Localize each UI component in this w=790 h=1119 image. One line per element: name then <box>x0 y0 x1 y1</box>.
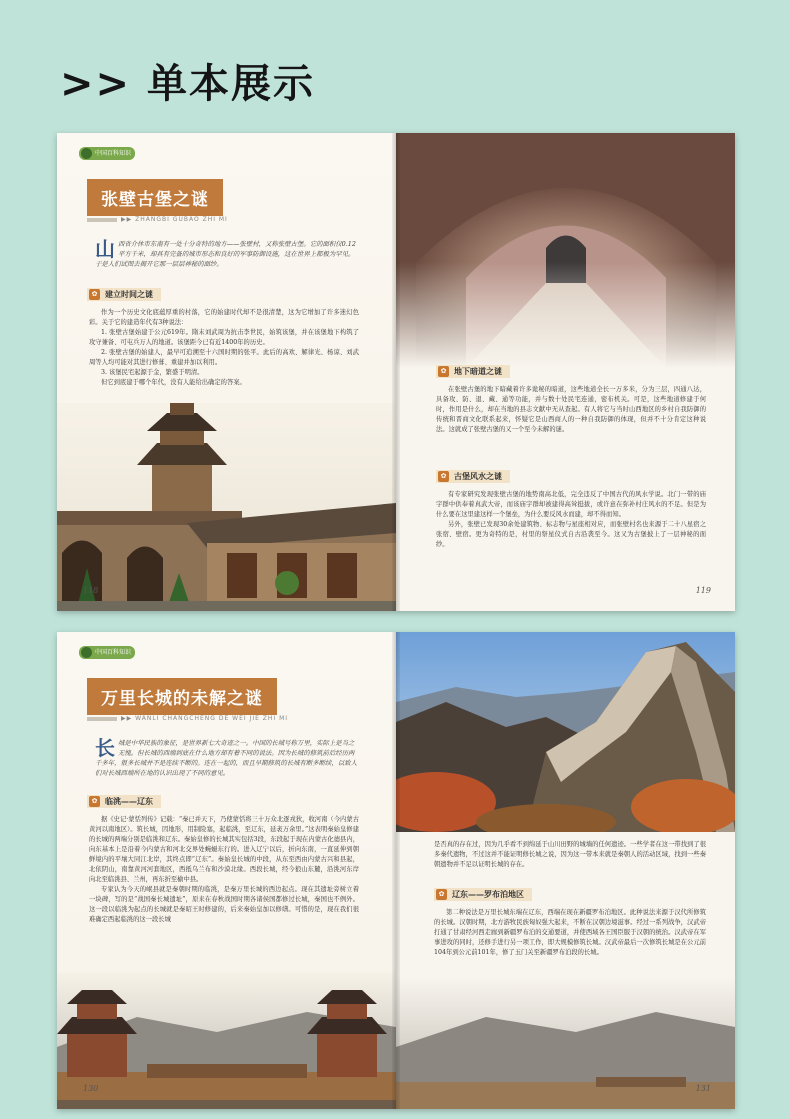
globe-icon <box>81 148 92 159</box>
page-number: 131 <box>695 1084 711 1093</box>
chapter-title: 张壁古堡之谜 <box>87 179 223 216</box>
intro-paragraph: 长城是中华民族的象征，是世界新七大奇迹之一。中国的长城号称万里，实际上是当之无愧。但长城的西端到底在什么地方却有着不同的说法。因为长城的修筑前后经历两千多年，很多长城并不是连续不断的。连在一起的，而且早期修筑的长城有断多断续，以致人们对长城西端所在地的认识出现了不同的意见。 <box>95 736 358 777</box>
intro-paragraph: 山西省介休市东南有一处十分奇特的地方——张壁村，又称张壁古堡。它的面积仅0.12平方千米，却具有完备的城市形态和良好的军事防御设施，这在世界上都极为罕见。于是人们试图去揭开它那一层层神秘的面纱。 <box>95 237 356 268</box>
book-spread-zhangbi <box>57 133 735 611</box>
page-number: 130 <box>83 1084 99 1093</box>
section-heading: ✿ 建立时间之谜 <box>87 288 161 301</box>
chapter-title: 万里长城的未解之谜 <box>87 678 277 715</box>
series-badge: 中国百科知识 <box>79 646 135 659</box>
page-118 <box>57 133 396 611</box>
flower-icon: ✿ <box>89 796 100 807</box>
flower-icon: ✿ <box>438 366 449 377</box>
fortress-photo <box>57 972 396 1109</box>
book-fold <box>392 133 400 611</box>
section-body: 第二种说法是万里长城东端在辽东，西端在现在新疆罗布泊地区。此种说法来源于汉代所修筑的长城。汉朝时期，北方游牧民族匈奴强大起来，不断在汉朝边境滋事。经过一系列战争，汉武帝打通了甘肃经河西走廊到新疆罗布泊的交通要道，并使西域各王国臣服于汉朝的统治。汉武帝在军事进攻的同时，还修手进行另一项工作，即大规模修筑长城。汉武帝最后一次修筑长城是在公元前104年到公元前101年，修了玉门关至新疆罗布泊段的长城。 <box>434 909 706 956</box>
section-body: 据《史记·蒙恬列传》记载：“秦已并天下，乃使蒙恬将三十万众北逐戎狄，收河南（今内蒙古黄河以南地区）。筑长城，因地形，用制险塞，起临洮，至辽东，延袤万余里。”这表明秦始皇修建的长城的两端分别是临洮和辽东。秦始皇修的长城其实包括3段，东段起于现在内蒙古化德县内，向东基本上是沿着今内蒙古和河北交界处蜿蜒东行的。进入辽宁以后，折向东南，一直延伸到朝鲜境内的平壤大同江北岸，其终点即“辽东”。秦始皇长城的中段，从东至西由内蒙古兴和县起，北依阴山，南靠黄河河套地区，西抵乌兰布和沙漠北缘。西段长城，经今狼山东麓，沿洮河东岸向北至临洮县、兰州，再东折至榆中县。 专家认为今天的岷县就是秦朝时期的临洮，是秦万里长城的西边起点。现在其遗址旁树立着一块碑，写的是“战国秦长城遗址”，原来在春秋战国时期各诸侯国都修过长城，秦国也不例外。这一段以临洮为起点的长城就是秦昭王时修建的，后来秦始皇加以修缮。可惜的是，现在我们很难确定西起临洮的这一段长城 <box>89 816 359 923</box>
village-photo <box>57 403 396 611</box>
landscape-photo <box>396 977 735 1109</box>
page-130 <box>57 632 396 1109</box>
series-badge: 中国百科知识 <box>79 147 135 160</box>
tunnel-photo <box>396 133 735 368</box>
dropcap: 山 <box>95 237 115 261</box>
flower-icon: ✿ <box>89 289 100 300</box>
dropcap: 长 <box>95 736 115 760</box>
section-heading: ✿ 辽东——罗布泊地区 <box>434 888 532 901</box>
page-131 <box>396 632 735 1109</box>
book-fold <box>392 632 400 1109</box>
globe-icon <box>81 647 92 658</box>
section-heading: ✿ 地下暗道之谜 <box>436 365 510 378</box>
chapter-pinyin: ▶▶ ZHANGBI GUBAO ZHI MI <box>87 216 228 223</box>
page-number: 119 <box>695 586 711 595</box>
page-119 <box>396 133 735 611</box>
section-body: 作为一个历史文化底蕴厚重的村落，它的始建时代却不是很清楚，这为它增加了许多迷幻色彩。关于它的建造年代有3种说法： 1. 张壁古堡始建于公元619年。隋末刘武周为抗击李世民，始筑该堡，并在该堡地下构筑了攻守兼备、可屯兵万人的地道。该堡距今已有近1400年的历史。 2. 张壁古堡的始建人，最早可追溯至十六国时期的张平。此后的高欢、解律光、杨谅、刘武周等人均可能对其进行修葺、重建并加以利用。 3. 该堡民宅起源于金，繁盛于明清。 但它到底建于哪个年代，没有人能给出确定的答案。 <box>89 309 359 386</box>
page-number: 118 <box>83 586 99 595</box>
section-heading: ✿ 临洮——辽东 <box>87 795 161 808</box>
section-heading: ✿ 古堡风水之谜 <box>436 470 510 483</box>
section-header: >> 单本展示 <box>60 61 315 107</box>
section-body: 有专家研究发现张壁古堡的地势南高北低，完全违反了中国古代的风水学说。北门一带的庙宇群中供奉着真武大帝，而该庙宇群却被建得高耸挺拔，或许意在弥补村庄风水的不足。但是为什么要在这里建这样一个堡垒，为什么要反风水而建，却不得而知。 另外，张壁已发现30余处建筑物、标志物与星座相对应，而张壁村名也来源于二十八星宿之张宿、壁宿。更为奇特的是，村里的祭星仪式自古沿袭至今。这又为古堡披上了一层神秘的面纱。 <box>436 491 706 548</box>
flower-icon: ✿ <box>438 471 449 482</box>
flower-icon: ✿ <box>436 889 447 900</box>
chapter-pinyin: ▶▶ WANLI CHANGCHENG DE WEI JIE ZHI MI <box>87 715 288 722</box>
section-body: 在张壁古堡的地下暗藏着许多诡秘的暗道，这些地道全长一万多米，分为三层，四通八达，具备攻、防、退、藏、通等功能，并与数十处民宅连通，密布机关。可是，这些地道修建于何时，作用是什么，却在当地的县志文献中无从查起。有人将它与当时山西地区的乡村自我防御的传统和晋商文化联系起来，怀疑它是山西商人的一种自我防御的体现，但并不十分肯定这种说法。这就成了张壁古堡的又一个至今未解的谜。 <box>436 386 706 433</box>
great-wall-photo <box>396 632 735 832</box>
book-spread-great-wall <box>57 632 735 1109</box>
continued-paragraph: 是否真的存在过，因为几乎看不到绵延于山川田野的城墙的任何遗迹。一些学者在这一带找到了很多秦代遗物，不过这并不能证明修长城之说，因为这一带本来就是秦朝人的活动区域，找到一些秦朝遗物并不足以证明长城的存在。 <box>434 841 706 868</box>
